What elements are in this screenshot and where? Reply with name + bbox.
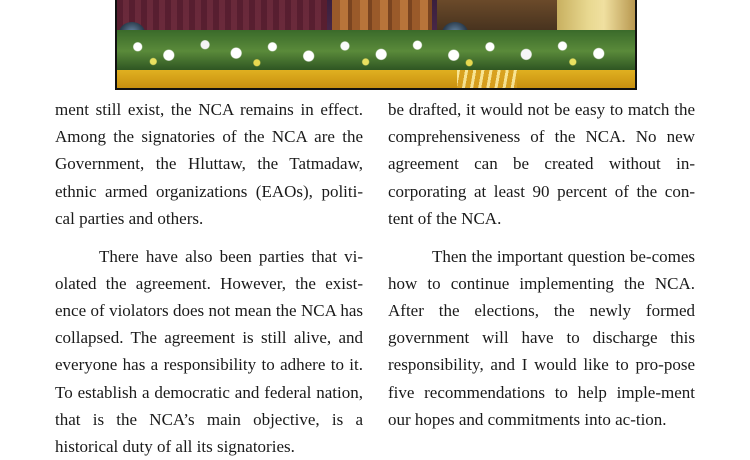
photo-stage-base [117,70,635,88]
paragraph: ment still exist, the NCA remains in effect. Among the signatories of the NCA are the Government, the Hluttaw, the Tatmadaw, ethnic armed organizations (EAOs), politi-cal parties and others. [55,100,363,228]
left-text-column [55,96,363,460]
paragraph: There have also been parties that vi-olated the agreement. However, the exist-ence of violators does not mean the NCA has collapsed. The agreement is still alive, and everyone has a responsibility to adhere to it. To establish a democratic and federal nation, that is the NCA’s main objective, is a historical duty of all its signatories. [55,246,363,456]
paragraph: Then the important question be-comes how to continue implementing the NCA. After the elections, the newly formed government will have to discharge this responsibility, and I would like to pro-pose five recommendations to help imple-ment our hopes and commitments into ac-tion. [388,246,695,429]
paragraph: be drafted, it would not be easy to match the comprehensiveness of the NCA. No new agreement can be created without in-corporating at least 90 percent of the con-tent of the NCA. [388,100,695,228]
right-text-column [388,96,695,433]
stage-photo [115,0,637,90]
photo-stage-rays [457,70,517,88]
photo-flower-arrangement [117,30,635,72]
